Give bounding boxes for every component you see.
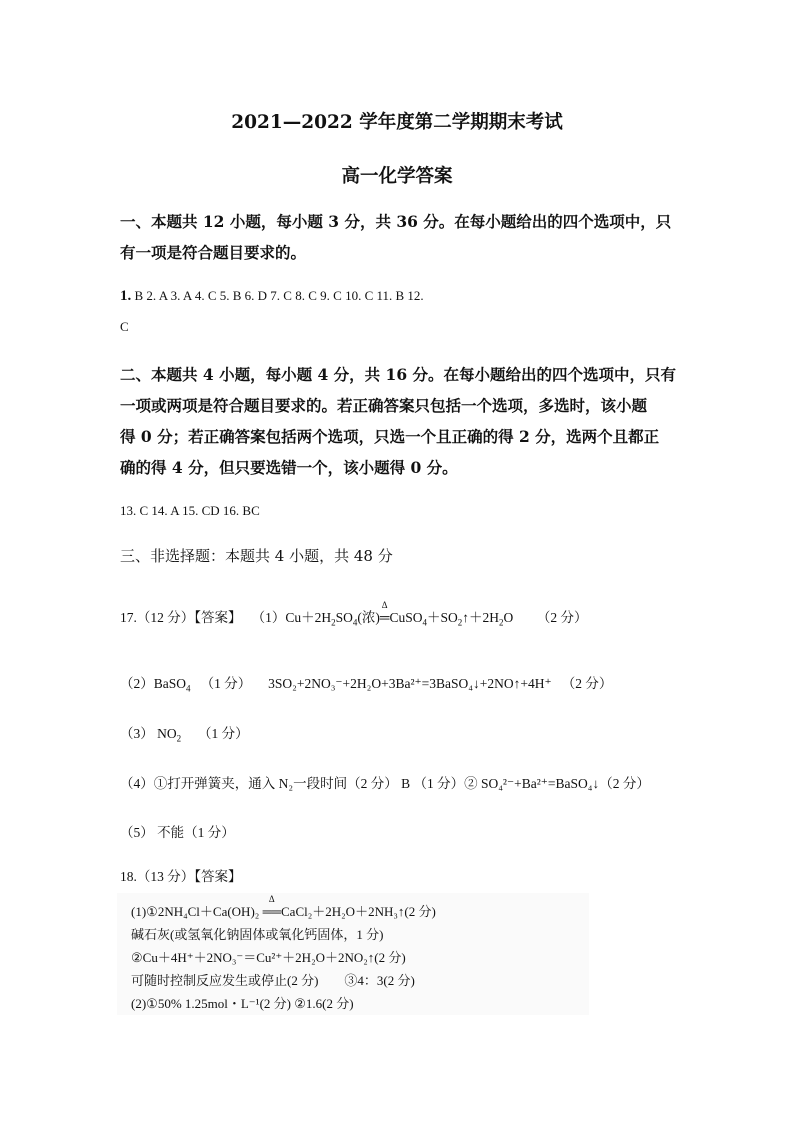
answers-text: B 2. A 3. A 4. C 5. B 6. D 7. C 8. C 9. C 10. C 11. B 12. [134, 288, 424, 303]
equals-sign-2: ═ [262, 904, 272, 919]
q17-p1-c: CuSO [389, 610, 423, 625]
equals-sign: ═ [379, 610, 390, 625]
section2-answers: 13. C 14. A 15. CD 16. BC [120, 503, 260, 518]
section2-intro [120, 359, 680, 483]
q17-p3: （3） NO [120, 726, 177, 741]
q18-line4-b: ③4：3(2 分) [344, 973, 415, 988]
q17-part3: （3） $NO_2$ （1 分） [120, 726, 249, 744]
q18-line1-a: (1)①2NH₄Cl＋Ca(OH)₂ [131, 904, 260, 919]
section1-intro [120, 206, 680, 268]
section3-intro: 三、非选择题：本题共 4 小题，共 48 分 [120, 547, 393, 565]
delta-symbol-2: Δ [268, 894, 275, 904]
section2-intro-line3: 得 0 分；若正确答案包括两个选项，只选一个且正确的得 2 分，选两个且都正 [120, 427, 660, 446]
section1-answers-line1 [120, 288, 424, 305]
section2-intro-line4: 确的得 4 分，但只要选错一个，该小题得 0 分。 [120, 458, 458, 477]
section2-intro-line1: 二、本题共 4 小题，每小题 4 分，共 16 分。在每小题给出的四个选项中，只有 [120, 365, 677, 384]
q17-p2-score2: （2 分） [561, 676, 613, 691]
q17-p1-label: （1）Cu＋2H [251, 610, 332, 625]
q17-p1-b: (浓) [357, 610, 380, 625]
q18-line2: 碱石灰(或氢氧化钠固体或氧化钙固体，1 分) [131, 927, 384, 942]
q18-line4 [131, 970, 415, 989]
q18-line3: ②Cu＋4H⁺＋2NO₃⁻＝Cu²⁺＋2H₂O＋2NO₂↑(2 分) [131, 950, 406, 965]
section2-intro-line2: 一项或两项是符合题目要求的。若正确答案只包括一个选项，多选时，该小题 [120, 396, 648, 415]
section1-intro-line1: 一、本题共 12 小题，每小题 3 分，共 36 分。在每小题给出的四个选项中，只 [120, 212, 672, 231]
q17-part4: （4）①打开弹簧夹，通入 N₂一段时间（2 分） B （1 分）② SO₄²⁻+Ba²⁺=BaSO₄↓（2 分） [120, 776, 650, 791]
q17-head: 17.（12 分）【答案】 [120, 610, 242, 625]
q17-p1-d: ＋SO [427, 610, 458, 625]
q17-p2-equation: 3SO₂+2NO₃⁻+2H₂O+3Ba²⁺=3BaSO₄↓+2NO↑+4H⁺ [268, 676, 552, 691]
section1-intro-line2: 有一项是符合题目要求的。 [120, 243, 307, 262]
q17-p1-a: SO [335, 610, 353, 625]
first-number: 1. [120, 288, 132, 304]
section1-answers-line2: C [120, 319, 129, 334]
q17-part5: （5） 不能（1 分） [120, 825, 235, 840]
q17-p2: （2）BaSO [120, 676, 187, 691]
q17-p1-e: ↑＋2H [462, 610, 500, 625]
q17-p1-f: O [503, 610, 514, 625]
q18-head: 18.（13 分）【答案】 [120, 869, 242, 884]
page-title: 2021—2022 学年度第二学期期末考试 [231, 112, 563, 133]
q18-line4-a: 可随时控制反应发生或停止(2 分) [131, 973, 319, 988]
q17-p2-score1: （1 分） [200, 676, 252, 691]
page-subtitle: 高一化学答案 [341, 166, 453, 187]
q18-line5: (2)①50% 1.25mol・L⁻¹(2 分) ②1.6(2 分) [131, 996, 354, 1011]
q18-line1 [131, 894, 436, 920]
delta-symbol: Δ [381, 600, 388, 610]
q17-part1: 17.（12 分）【答案】 $(1)Cu+2H_2SO_4$(浓) Δ $═CuSO_4+SO_2↑+2H_2O$ （2 分） [120, 600, 588, 628]
q18-line1-b: CaCl₂＋2H₂O＋2NH₃↑(2 分) [281, 904, 436, 919]
q17-p1-score: （2 分） [536, 610, 588, 625]
q17-p3-score: （1 分） [198, 726, 249, 741]
heat-condition [379, 600, 390, 626]
heat-condition-2: Δ ══ [262, 894, 281, 919]
q17-part2: （2）BaSO$_4$ （1 分） 3SO₂+2NO₃⁻+2H₂O+3Ba²⁺=3BaSO₄↓+2NO↑+4H⁺ （2 分） [120, 676, 613, 694]
